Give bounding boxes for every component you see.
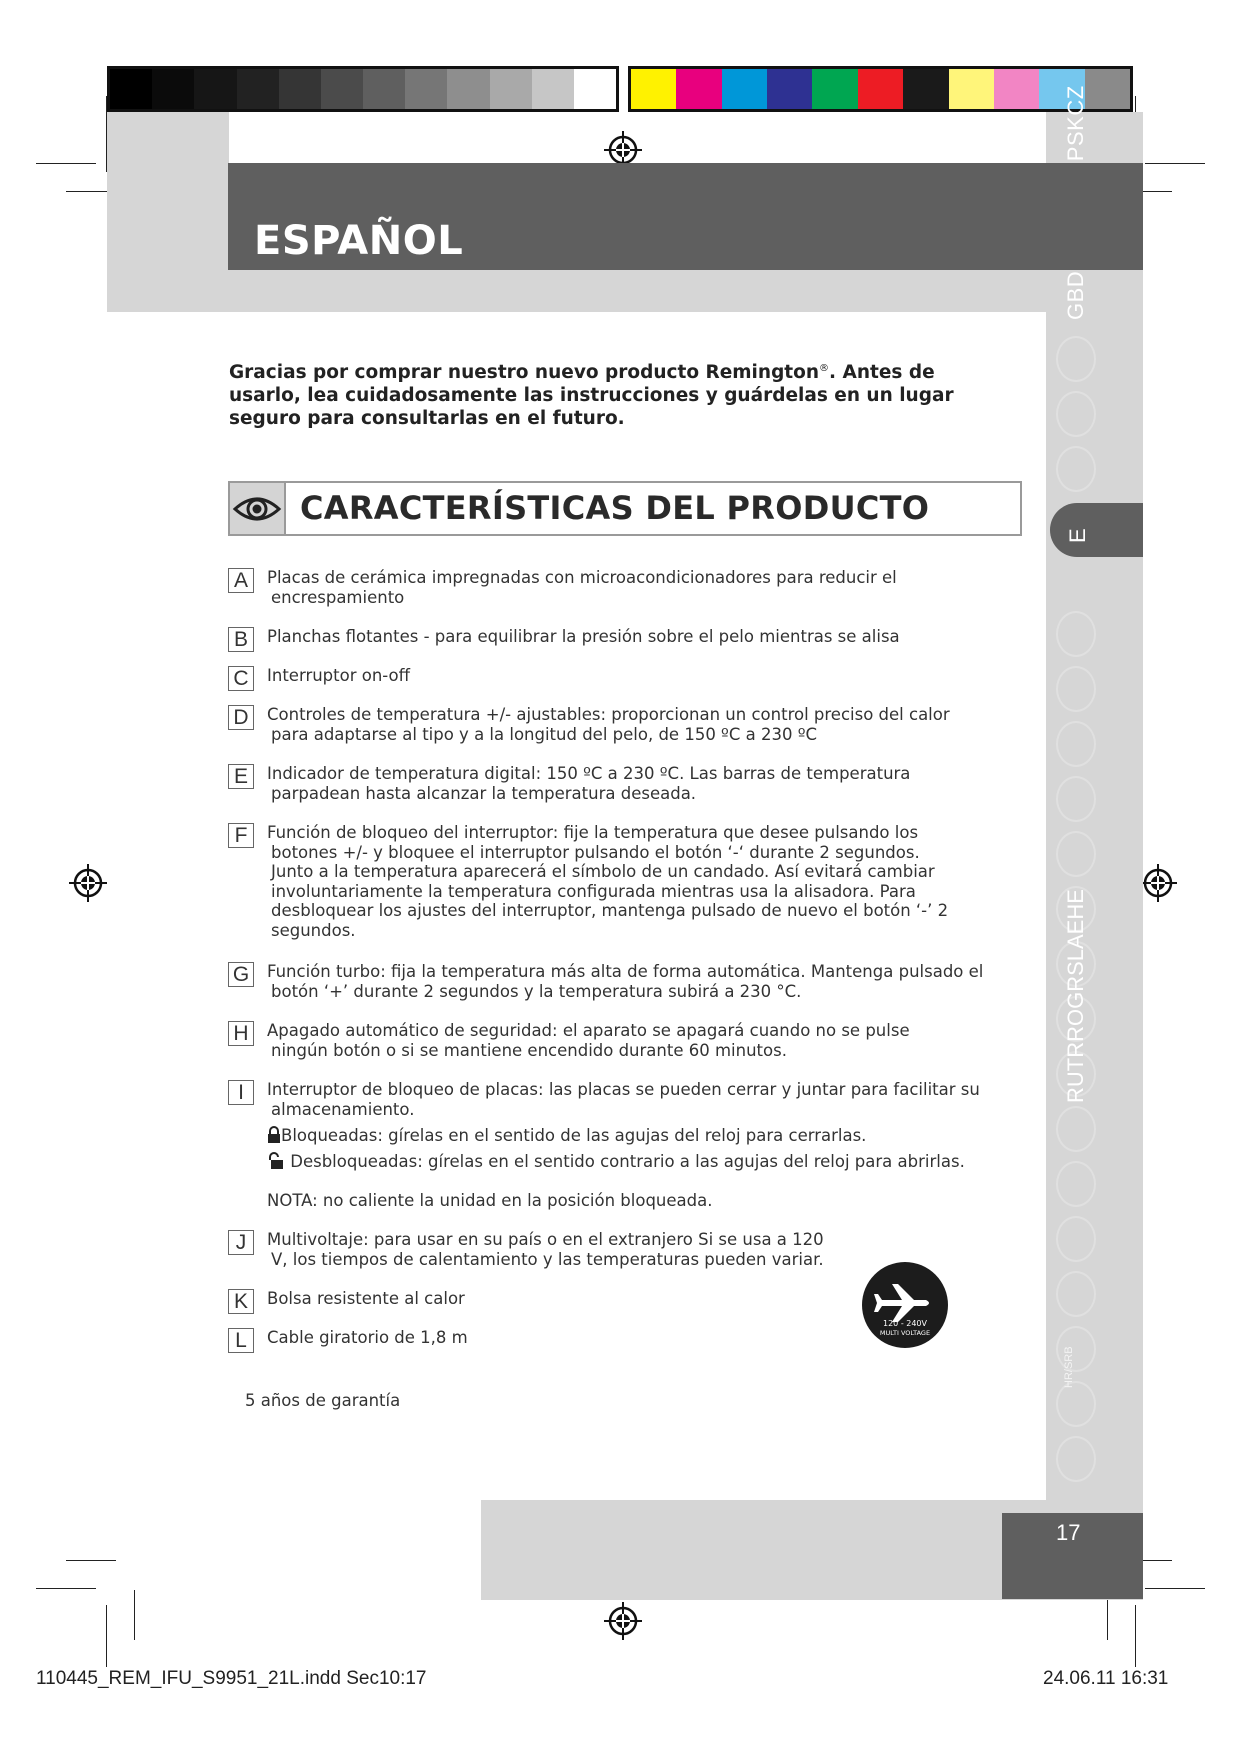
gray-swatch [532, 69, 574, 109]
feature-text: Interruptor on-off [267, 666, 411, 685]
language-tabs-bottom-label: RUTRROGRSLAEHE [1063, 889, 1088, 1103]
registration-mark-icon [602, 1600, 644, 1642]
feature-item [228, 1021, 988, 1060]
footer-date: 24.06.11 16:31 [1043, 1668, 1169, 1689]
eye-icon [230, 483, 284, 534]
language-tab[interactable] [1056, 1161, 1096, 1207]
language-tab[interactable] [1056, 446, 1096, 492]
feature-letter: J [228, 1230, 254, 1255]
intro-text-rest: . Antes de usarlo, lea cuidadosamente las instrucciones y guárdelas en un lugar seguro para consultarlas en el futuro. [229, 362, 954, 430]
color-swatch [676, 69, 721, 109]
frame-top-strip [107, 270, 1143, 312]
feature-letter: D [228, 705, 254, 730]
language-tab[interactable] [1056, 1271, 1096, 1317]
feature-letter: A [228, 568, 254, 593]
language-tab[interactable] [1056, 1326, 1096, 1372]
crop-mark [36, 1588, 96, 1589]
registration-mark-icon [67, 862, 109, 904]
feature-letter: F [228, 823, 254, 848]
feature-letter: L [228, 1328, 254, 1353]
feature-item [228, 764, 988, 803]
language-tab[interactable] [1056, 611, 1096, 657]
color-swatch [722, 69, 767, 109]
lock-open-icon [267, 1152, 285, 1169]
feature-text: Multivoltaje: para usar en su país o en el extranjero Si se usa a 120 V, los tiempos de calentamiento y las temperaturas pueden variar. [267, 1230, 824, 1269]
lock-locked-text: Bloqueadas: gírelas en el sentido de las agujas del reloj para cerrarlas. [281, 1126, 867, 1145]
feature-text: Función turbo: fija la temperatura más alta de forma automática. Mantenga pulsado el botón ‘+’ durante 2 segundos y la temperatura subirá a 230 °C. [267, 962, 984, 1001]
crop-mark [106, 1605, 107, 1667]
color-swatch [767, 69, 812, 109]
crop-mark [36, 163, 96, 164]
feature-text: Apagado automático de seguridad: el aparato se apagará cuando no se pulse ningún botón o si se mantiene encendido durante 60 minutos. [267, 1021, 910, 1060]
crop-mark [66, 1560, 116, 1561]
intro-text: Gracias por comprar nuestro nuevo producto Remington [229, 362, 820, 384]
intro-paragraph [229, 357, 1009, 430]
crop-mark [1135, 1605, 1136, 1667]
gray-swatch [194, 69, 236, 109]
section-icon-box [230, 483, 286, 534]
language-tab[interactable] [1056, 721, 1096, 767]
registration-mark-icon [1137, 862, 1179, 904]
feature-letter: H [228, 1021, 254, 1046]
feature-text: Bolsa resistente al calor [267, 1289, 465, 1308]
warranty-text: 5 años de garantía [245, 1391, 401, 1410]
color-swatch [858, 69, 903, 109]
language-tab[interactable] [1056, 1436, 1096, 1482]
feature-letter: B [228, 627, 254, 652]
crop-mark [134, 1590, 135, 1640]
feature-item [228, 705, 988, 744]
feature-item [228, 962, 988, 1001]
page-title: ESPAÑOL [254, 218, 464, 264]
lock-unlocked-note [267, 1152, 965, 1171]
gray-swatch [237, 69, 279, 109]
feature-letter: E [228, 764, 254, 789]
color-swatch [812, 69, 857, 109]
feature-text: Indicador de temperatura digital: 150 ºC a 230 ºC. Las barras de temperatura parpadean hasta alcanzar la temperatura deseada. [267, 764, 911, 803]
feature-letter: G [228, 962, 254, 987]
language-tab-active[interactable] [1050, 503, 1143, 557]
language-tab[interactable] [1056, 391, 1096, 437]
section-title: CARACTERÍSTICAS DEL PRODUCTO [300, 489, 930, 527]
gray-swatch [447, 69, 489, 109]
lock-warning-note: NOTA: no caliente la unidad en la posición bloqueada. [267, 1191, 713, 1210]
gray-swatch [279, 69, 321, 109]
color-bar [628, 66, 1133, 112]
language-tab[interactable] [1056, 1381, 1096, 1427]
feature-letter: I [228, 1080, 254, 1105]
language-tab-label: E [1065, 528, 1090, 543]
gray-swatch [152, 69, 194, 109]
color-swatch [994, 69, 1039, 109]
lock-closed-icon [267, 1126, 281, 1143]
multi-voltage-badge [862, 1262, 948, 1348]
feature-item [228, 627, 988, 651]
language-tab[interactable] [1056, 1106, 1096, 1152]
language-tab[interactable] [1056, 336, 1096, 382]
lock-locked-note [267, 1126, 866, 1145]
feature-item [228, 823, 988, 940]
gray-swatch [110, 69, 152, 109]
badge-voltage: 120 - 240V [883, 1319, 927, 1328]
language-tabs-small-label: HR/SRB [1063, 1346, 1075, 1388]
crop-mark [1145, 163, 1205, 164]
page-number: 17 [1056, 1520, 1081, 1545]
gray-swatch [405, 69, 447, 109]
feature-item [228, 1080, 988, 1119]
feature-item [228, 666, 988, 690]
gray-swatch [321, 69, 363, 109]
gray-swatch [574, 69, 616, 109]
feature-text: Planchas flotantes - para equilibrar la presión sobre el pelo mientras se alisa [267, 627, 900, 646]
lock-unlocked-text: Desbloqueadas: gírelas en el sentido contrario a las agujas del reloj para abrirlas. [290, 1152, 965, 1171]
color-swatch [903, 69, 948, 109]
language-tab[interactable] [1056, 831, 1096, 877]
language-tab[interactable] [1056, 1216, 1096, 1262]
feature-text: Controles de temperatura +/- ajustables: proporcionan un control preciso del calor para adaptarse al tipo y a la longitud del pelo, de 150 ºC a 230 ºC [267, 705, 950, 744]
badge-label: MULTI VOLTAGE [879, 1329, 931, 1337]
feature-text: Interruptor de bloqueo de placas: las placas se pueden cerrar y juntar para facilitar su almacenamiento. [267, 1080, 980, 1119]
color-swatch [631, 69, 676, 109]
crop-mark [1145, 1588, 1205, 1589]
color-swatch [1085, 69, 1130, 109]
grayscale-bar [107, 66, 619, 112]
feature-letter: C [228, 666, 254, 691]
language-tab[interactable] [1056, 776, 1096, 822]
registered-mark: ® [819, 363, 830, 374]
gray-swatch [490, 69, 532, 109]
feature-text: Placas de cerámica impregnadas con microacondicionadores para reducir el encrespamiento [267, 568, 897, 607]
feature-text: Cable giratorio de 1,8 m [267, 1328, 468, 1347]
feature-item [228, 568, 988, 607]
language-tab[interactable] [1056, 666, 1096, 712]
feature-letter: K [228, 1289, 254, 1314]
footer-file-info: 110445_REM_IFU_S9951_21L.indd Sec10:17 [36, 1668, 427, 1689]
gray-swatch [363, 69, 405, 109]
feature-text: Función de bloqueo del interruptor: fije la temperatura que desee pulsando los botones +/- y bloquee el interruptor pulsando el botón ‘-‘ durante 2 segundos. Junto a la temperatura aparecerá el símbolo de un candado. Así evitará cambiar involuntariamente la temperatura configurada mientras usa la alisadora. Para desbloquear los ajustes del interruptor, mantenga pulsado de nuevo el botón ‘-’ 2 segundos. [267, 823, 949, 940]
color-swatch [949, 69, 994, 109]
